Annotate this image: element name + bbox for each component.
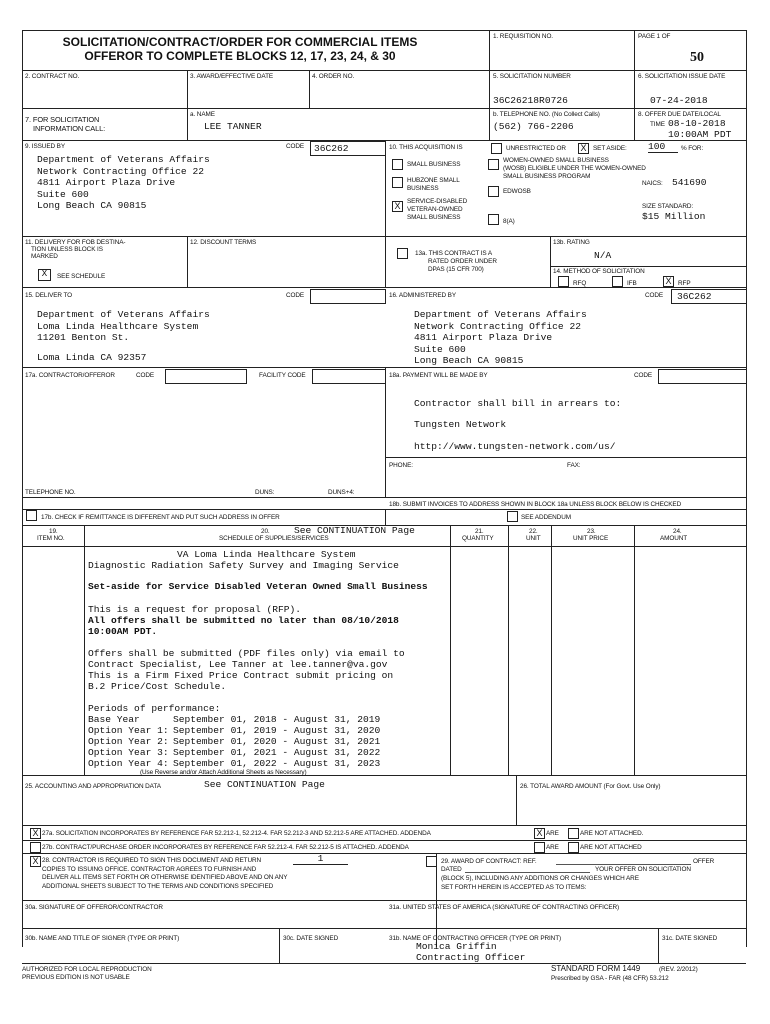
administered-line-4: Suite 600 bbox=[414, 344, 466, 355]
telephone-label: TELEPHONE NO. bbox=[25, 489, 76, 496]
issued-by-label: 9. ISSUED BY bbox=[25, 143, 65, 150]
facility-code-box[interactable] bbox=[312, 369, 386, 384]
total-award-label: 26. TOTAL AWARD AMOUNT (For Govt. Use Only) bbox=[520, 783, 661, 790]
administered-line-3: 4811 Airport Plaza Drive bbox=[414, 332, 553, 343]
27a-are-checkbox[interactable]: X bbox=[534, 828, 545, 839]
sig-31a-label: 31a. UNITED STATES OF AMERICA (SIGNATURE OF CONTRACTING OFFICER) bbox=[389, 904, 620, 911]
period-dates-0: September 01, 2018 - August 31, 2019 bbox=[173, 714, 381, 725]
set-aside-checkbox[interactable]: X bbox=[578, 143, 589, 154]
contact-phone[interactable]: (562) 766-2206 bbox=[493, 121, 574, 132]
payment-line-2: Tungsten Network bbox=[414, 419, 507, 430]
29-line-3: (BLOCK 5), INCLUDING ANY ADDITIONS OR CHANGES WHICH ARE bbox=[441, 875, 639, 882]
rated-order-checkbox[interactable] bbox=[397, 248, 408, 259]
solicitation-number[interactable]: 36C26218R0726 bbox=[493, 95, 568, 106]
hubzone-checkbox[interactable] bbox=[392, 177, 403, 188]
administered-line-2: Network Contracting Office 22 bbox=[414, 321, 581, 332]
27b-are-checkbox[interactable] bbox=[534, 842, 545, 853]
deliver-code-label: CODE bbox=[286, 292, 305, 299]
28-line-2: COPIES TO ISSUING OFFICE. CONTRACTOR AGREES TO FURNISH AND bbox=[42, 866, 257, 873]
sig-31c-label: 31c. DATE SIGNED bbox=[662, 935, 718, 942]
schedule-offer-line-3: This is a Firm Fixed Price Contract submit pricing on bbox=[88, 670, 394, 681]
size-standard-label: SIZE STANDARD: bbox=[642, 203, 694, 210]
27a-are-not-checkbox[interactable] bbox=[568, 828, 579, 839]
submit-invoices-label: 18b. SUBMIT INVOICES TO ADDRESS SHOWN IN BLOCK 18a UNLESS BLOCK BELOW IS CHECKED bbox=[389, 501, 682, 508]
rated-label-3: DPAS (15 CFR 700) bbox=[428, 266, 484, 273]
col22-header: UNIT bbox=[526, 535, 541, 542]
time-label: TIME bbox=[650, 121, 665, 128]
solicitation-no-label: 5. SOLICITATION NUMBER bbox=[493, 73, 571, 80]
method-label: 14. METHOD OF SOLICITATION bbox=[553, 268, 645, 275]
sig-31b-label: 31b. NAME OF CONTRACTING OFFICER (TYPE OR PRINT) bbox=[389, 935, 562, 942]
contact-name[interactable]: LEE TANNER bbox=[204, 121, 262, 132]
period-dates-1: September 01, 2019 - August 31, 2020 bbox=[173, 725, 381, 736]
administered-code-box[interactable] bbox=[671, 289, 747, 304]
accounting-label: 25. ACCOUNTING AND APPROPRIATION DATA bbox=[25, 783, 161, 790]
footer-prescribed: Prescribed by GSA - FAR (48 CFR) 53.212 bbox=[551, 975, 669, 982]
issued-code-box[interactable] bbox=[310, 141, 386, 156]
rfp-checkbox[interactable]: X bbox=[663, 276, 674, 287]
administered-by-label: 16. ADMINISTERED BY bbox=[389, 292, 456, 299]
unrestricted-checkbox[interactable] bbox=[491, 143, 502, 154]
wosb-checkbox[interactable] bbox=[488, 159, 499, 170]
payment-fax-label: FAX: bbox=[567, 462, 581, 469]
period-name-1: Option Year 1: bbox=[88, 725, 169, 736]
27a-are-not: ARE NOT ATTACHED. bbox=[580, 830, 644, 837]
administered-line-1: Department of Veterans Affairs bbox=[414, 309, 587, 320]
schedule-center-line-1: VA Loma Linda Healthcare System bbox=[177, 549, 356, 560]
col20-note: See CONTINUATION Page bbox=[294, 525, 415, 536]
col22-num: 22. bbox=[529, 528, 538, 535]
discount-terms-label: 12. DISCOUNT TERMS bbox=[190, 239, 257, 246]
facility-code-label: FACILITY CODE bbox=[259, 372, 306, 379]
deliver-code-box[interactable] bbox=[310, 289, 386, 304]
acquisition-label: 10. THIS ACQUISITION IS bbox=[389, 144, 463, 151]
footer-left-1: AUTHORIZED FOR LOCAL REPRODUCTION bbox=[22, 966, 152, 973]
edwosb-checkbox[interactable] bbox=[488, 186, 499, 197]
form-title-line1: SOLICITATION/CONTRACT/ORDER FOR COMMERCIAL ITEMS bbox=[62, 35, 418, 49]
rated-label-2: RATED ORDER UNDER bbox=[428, 258, 497, 265]
hubzone-label-2: BUSINESS bbox=[407, 185, 439, 192]
name-label: a. NAME bbox=[190, 111, 215, 118]
set-aside-percent[interactable]: 100 bbox=[648, 141, 678, 153]
edwosb-label: EDWOSB bbox=[503, 188, 531, 195]
accounting-value: See CONTINUATION Page bbox=[204, 779, 325, 790]
delivery-label-1: 11. DELIVERY FOR FOB DESTINA- bbox=[25, 239, 126, 246]
issued-by-line-2: Network Contracting Office 22 bbox=[37, 166, 204, 177]
sig-30c-label: 30c. DATE SIGNED bbox=[283, 935, 339, 942]
schedule-due-line-1: All offers shall be submitted no later than 08/10/2018 bbox=[88, 615, 399, 626]
order-no-label: 4. ORDER NO. bbox=[312, 73, 355, 80]
requisition-label: 1. REQUISITION NO. bbox=[493, 33, 553, 40]
deliver-to-line-3: 11201 Benton St. bbox=[37, 332, 130, 343]
8a-label: 8(A) bbox=[503, 218, 515, 225]
period-name-3: Option Year 3: bbox=[88, 747, 169, 758]
28-copies[interactable]: 1 bbox=[293, 853, 348, 865]
col21-header: QUANTITY bbox=[462, 535, 494, 542]
solicitation-info-label: 7. FOR SOLICITATION bbox=[25, 115, 100, 124]
rating-value[interactable]: N/A bbox=[594, 250, 612, 261]
payment-label: 18a. PAYMENT WILL BE MADE BY bbox=[389, 372, 488, 379]
period-dates-2: September 01, 2020 - August 31, 2021 bbox=[173, 736, 381, 747]
page-total: 50 bbox=[690, 50, 704, 65]
period-dates-3: September 01, 2021 - August 31, 2022 bbox=[173, 747, 381, 758]
periods-title: Periods of performance: bbox=[88, 703, 221, 714]
administered-code-label: CODE bbox=[645, 292, 664, 299]
sig-30b-label: 30b. NAME AND TITLE OF SIGNER (TYPE OR PRINT) bbox=[25, 935, 180, 942]
col24-header: AMOUNT bbox=[660, 535, 688, 542]
schedule-setaside: Set-aside for Service Disabled Veteran Owned Small Business bbox=[88, 581, 428, 592]
set-aside-label: SET ASIDE: bbox=[593, 145, 627, 152]
issue-date-label: 6. SOLICITATION ISSUE DATE bbox=[638, 73, 726, 80]
small-business-checkbox[interactable] bbox=[392, 159, 403, 170]
deliver-to-line-1: Department of Veterans Affairs bbox=[37, 309, 210, 320]
naics-code[interactable]: 541690 bbox=[672, 177, 707, 188]
28-line-4: ADDITIONAL SHEETS SUBJECT TO THE TERMS AND CONDITIONS SPECIFIED bbox=[42, 883, 274, 890]
28-line-1: 28. CONTRACTOR IS REQUIRED TO SIGN THIS DOCUMENT AND RETURN bbox=[42, 857, 261, 864]
schedule-offer-line-1: Offers shall be submitted (PDF files only) via email to bbox=[88, 648, 405, 659]
payment-line-1: Contractor shall bill in arrears to: bbox=[414, 398, 622, 409]
8a-checkbox[interactable] bbox=[488, 214, 499, 225]
schedule-rfp-line: This is a request for proposal (RFP). bbox=[88, 604, 302, 615]
offer-due-label: 8. OFFER DUE DATE/LOCAL bbox=[638, 111, 721, 118]
sdvosb-checkbox[interactable]: X bbox=[392, 201, 403, 212]
col20-header: SCHEDULE OF SUPPLIES/SERVICES bbox=[219, 535, 329, 542]
payment-phone-label: PHONE: bbox=[389, 462, 413, 469]
see-addendum-label: SEE ADDENDUM bbox=[521, 514, 571, 521]
footer-left-2: PREVIOUS EDITION IS NOT USABLE bbox=[22, 974, 130, 981]
form-title-line2: OFFEROR TO COMPLETE BLOCKS 12, 17, 23, 24, & 30 bbox=[84, 49, 396, 63]
27a-checkbox[interactable]: X bbox=[30, 828, 41, 839]
award-date-label: 3. AWARD/EFFECTIVE DATE bbox=[190, 73, 274, 80]
contractor-code-box[interactable] bbox=[165, 369, 247, 384]
27b-checkbox[interactable] bbox=[30, 842, 41, 853]
period-name-4: Option Year 4: bbox=[88, 758, 169, 769]
delivery-label-3: MARKED bbox=[31, 253, 58, 260]
29-line-4: SET FORTH HEREIN IS ACCEPTED AS TO ITEMS: bbox=[441, 884, 587, 891]
issued-by-line-1: Department of Veterans Affairs bbox=[37, 154, 210, 165]
duns-label: DUNS: bbox=[255, 489, 275, 496]
issued-code-label: CODE bbox=[286, 143, 305, 150]
29-line-1: 29. AWARD OF CONTRACT: REF. bbox=[441, 858, 537, 865]
wosb-label-3: SMALL BUSINESS PROGRAM bbox=[503, 173, 591, 180]
administered-line-5: Long Beach CA 90815 bbox=[414, 355, 524, 366]
footer-form: STANDARD FORM 1449 bbox=[551, 964, 641, 973]
remittance-checkbox[interactable] bbox=[26, 510, 37, 521]
rfq-checkbox[interactable] bbox=[558, 276, 569, 287]
payment-code-label: CODE bbox=[634, 372, 653, 379]
offer-due-time[interactable]: 10:00AM PDT bbox=[668, 129, 732, 140]
29-offer: OFFER bbox=[693, 858, 715, 865]
col24-num: 24. bbox=[673, 528, 682, 535]
page-label: PAGE 1 OF bbox=[638, 33, 671, 40]
deliver-to-line-5: Loma Linda CA 92357 bbox=[37, 352, 147, 363]
reverse-note: (Use Reverse and/or Attach Additional Sheets as Necessary) bbox=[140, 769, 307, 776]
29-dated: DATED bbox=[441, 866, 462, 873]
issued-by-line-4: Suite 600 bbox=[37, 189, 89, 200]
contractor-code-label: CODE bbox=[136, 372, 155, 379]
see-addendum-checkbox[interactable] bbox=[507, 511, 518, 522]
payment-url[interactable]: http://www.tungsten-network.com/us/ bbox=[414, 441, 616, 452]
deliver-to-line-2: Loma Linda Healthcare System bbox=[37, 321, 199, 332]
payment-code-box[interactable] bbox=[658, 369, 747, 384]
officer-title: Contracting Officer bbox=[416, 952, 526, 963]
27a-text: 27a. SOLICITATION INCORPORATES BY REFERENCE FAR 52.212-1, 52.212-4. FAR 52.212-3 AND 52.212-5 ARE ATTACHED. ADDENDA bbox=[42, 830, 431, 837]
sdvosb-label-2: VETERAN-OWNED bbox=[407, 206, 463, 213]
29-your-offer: YOUR OFFER ON SOLICITATION bbox=[595, 866, 691, 873]
offer-due-date[interactable]: 08-10-2018 bbox=[668, 118, 726, 129]
officer-name: Monica Griffin bbox=[416, 941, 497, 952]
hubzone-label-1: HUBZONE SMALL bbox=[407, 177, 460, 184]
see-schedule-checkbox[interactable]: X bbox=[38, 269, 51, 281]
col23-num: 23. bbox=[587, 528, 596, 535]
27b-are-not: ARE NOT ATTACHED bbox=[580, 844, 642, 851]
col19-num: 19. bbox=[49, 528, 58, 535]
rating-label: 13b. RATING bbox=[553, 239, 590, 246]
see-schedule-label: SEE SCHEDULE bbox=[57, 273, 106, 280]
rfq-label: RFQ bbox=[573, 280, 587, 287]
contractor-label: 17a. CONTRACTOR/OFFEROR bbox=[25, 372, 115, 379]
schedule-due-line-2: 10:00AM PDT. bbox=[88, 626, 158, 637]
duns4-label: DUNS+4: bbox=[328, 489, 355, 496]
col21-num: 21. bbox=[475, 528, 484, 535]
issued-by-line-3: 4811 Airport Plaza Drive bbox=[37, 177, 176, 188]
period-name-0: Base Year bbox=[88, 714, 140, 725]
naics-label: NAICS: bbox=[642, 180, 663, 187]
27b-are: ARE bbox=[546, 844, 559, 851]
unrestricted-label: UNRESTRICTED OR bbox=[506, 145, 566, 152]
27a-are: ARE bbox=[546, 830, 559, 837]
schedule-offer-line-4: B.2 Price/Cost Schedule. bbox=[88, 681, 227, 692]
deliver-to-label: 15. DELIVER TO bbox=[25, 292, 73, 299]
administered-code: 36C262 bbox=[677, 291, 712, 302]
remittance-label: 17b. CHECK IF REMITTANCE IS DIFFERENT AND PUT SUCH ADDRESS IN OFFER bbox=[41, 514, 280, 521]
wosb-label-1: WOMEN-OWNED SMALL BUSINESS bbox=[503, 157, 609, 164]
col19-header: ITEM NO. bbox=[37, 535, 65, 542]
27b-text: 27b. CONTRACT/PURCHASE ORDER INCORPORATES BY REFERENCE FAR 52.212-4. FAR 52.212-5 IS ATTACHED. ADDENDA bbox=[42, 844, 409, 851]
27b-are-not-checkbox[interactable] bbox=[568, 842, 579, 853]
issued-by-line-5: Long Beach CA 90815 bbox=[37, 200, 147, 211]
issued-code: 36C262 bbox=[314, 143, 349, 154]
small-business-label: SMALL BUSINESS bbox=[407, 161, 461, 168]
issue-date[interactable]: 07-24-2018 bbox=[650, 95, 708, 106]
schedule-center-line-2: Diagnostic Radiation Safety Survey and Imaging Service bbox=[88, 560, 399, 571]
rated-label-1: 13a. THIS CONTRACT IS A bbox=[415, 250, 493, 257]
28-line-3: DELIVER ALL ITEMS SET FORTH OR OTHERWISE IDENTIFIED ABOVE AND ON ANY bbox=[42, 874, 288, 881]
28-checkbox[interactable]: X bbox=[30, 856, 41, 867]
solicitation-info-label-2: INFORMATION CALL: bbox=[33, 124, 106, 133]
footer-rev: (REV. 2/2012) bbox=[659, 966, 698, 973]
sdvosb-label-3: SMALL BUSINESS bbox=[407, 214, 461, 221]
schedule-offer-line-2: Contract Specialist, Lee Tanner at lee.tanner@va.gov bbox=[88, 659, 388, 670]
contract-no-label: 2. CONTRACT NO. bbox=[25, 73, 80, 80]
phone-label: b. TELEPHONE NO. (No Collect Calls) bbox=[493, 111, 600, 118]
ifb-checkbox[interactable] bbox=[612, 276, 623, 287]
delivery-label-2: TION UNLESS BLOCK IS bbox=[31, 246, 103, 253]
col23-header: UNIT PRICE bbox=[573, 535, 609, 542]
percent-for-label: % FOR: bbox=[681, 145, 704, 152]
col20-num: 20. bbox=[261, 528, 270, 535]
period-name-2: Option Year 2: bbox=[88, 736, 169, 747]
wosb-label-2: (WOSB) ELIGIBLE UNDER THE WOMEN-OWNED bbox=[503, 165, 646, 172]
period-dates-4: September 01, 2022 - August 31, 2023 bbox=[173, 758, 381, 769]
ifb-label: IFB bbox=[627, 280, 637, 287]
rfp-label: RFP bbox=[678, 280, 691, 287]
sdvosb-label-1: SERVICE-DISABLED bbox=[407, 198, 468, 205]
sig-30a-label: 30a. SIGNATURE OF OFFEROR/CONTRACTOR bbox=[25, 904, 163, 911]
size-standard[interactable]: $15 Million bbox=[642, 211, 706, 222]
29-checkbox[interactable] bbox=[426, 856, 437, 867]
